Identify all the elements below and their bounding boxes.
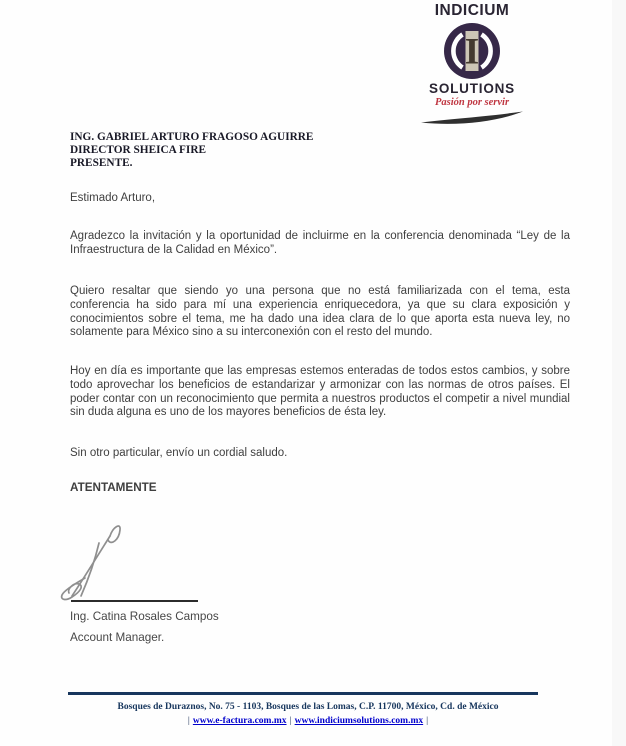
recipient-title: DIRECTOR SHEICA FIRE xyxy=(70,144,207,157)
logo-monogram-letter: I xyxy=(464,31,480,73)
signer-name: Ing. Catina Rosales Campos xyxy=(70,610,219,623)
recipient-block xyxy=(70,131,313,171)
signature-rule xyxy=(71,600,198,602)
link-efactura[interactable]: www.e-factura.com.mx xyxy=(192,716,287,726)
footer-separator: | xyxy=(289,716,292,726)
closing-line: Sin otro particular, envío un cordial saludo. xyxy=(70,447,288,459)
link-indiciumsolutions[interactable]: www.indiciumsolutions.com.mx xyxy=(294,716,424,726)
footer-rule xyxy=(68,692,538,695)
brand-name-top: INDICIUM xyxy=(434,2,510,19)
brand-name-bottom: SOLUTIONS xyxy=(429,81,515,96)
company-logo xyxy=(404,2,540,126)
footer-links xyxy=(6,716,610,726)
recipient-presente: PRESENTE. xyxy=(70,157,133,170)
letter-paragraph-2: Quiero resaltar que siendo yo una persona que no está familiarizada con el tema, esta conferencia ha sido para mí una experiencia enriquecedora, ya que su clara exposición y conocimientos sobre el tema, me ha dado una idea clara de lo que aporta esta nueva ley, no solamente para México sino a su interconexión con el resto del mundo. xyxy=(70,285,570,339)
signoff-atentamente: ATENTAMENTE xyxy=(70,481,157,494)
letter-paragraph-1: Agradezco la invitación y la oportunidad de incluirme en la conferencia denominada “Ley de la Infraestructura de la Calidad en México”. xyxy=(70,230,570,256)
logo-monogram-icon xyxy=(443,22,501,80)
footer-address: Bosques de Duraznos, No. 75 - 1103, Bosques de las Lomas, C.P. 11700, México, Cd. de México xyxy=(117,702,499,712)
salutation: Estimado Arturo, xyxy=(70,192,156,204)
signer-title: Account Manager. xyxy=(70,631,165,644)
footer-separator: | xyxy=(426,716,429,726)
letter-paragraph-3: Hoy en día es importante que las empresas estemos enteradas de todos estos cambios, y sobre todo aprovechar los beneficios de estandarizar y armonizar con las normas de otros países. El poder contar con un reconocimiento que permita a nuestros productos el competir a nivel mundial sin duda alguna es uno de los mayores beneficios de ésta ley. xyxy=(70,365,570,419)
logo-tagline: Pasión por servir xyxy=(434,97,510,108)
logo-swoosh-icon xyxy=(419,110,525,126)
footer-separator: | xyxy=(187,716,190,726)
recipient-name: ING. GABRIEL ARTURO FRAGOSO AGUIRRE xyxy=(70,131,314,143)
scan-edge-shadow xyxy=(612,0,626,746)
handwritten-signature xyxy=(52,516,144,604)
